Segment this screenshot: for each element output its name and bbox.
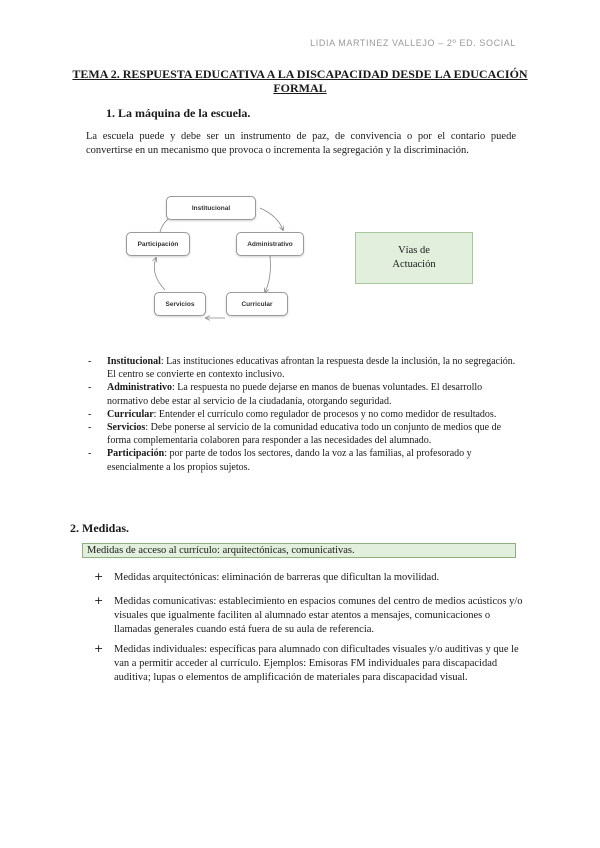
vias-box-line-2: Actuación [392,259,436,270]
arrow-institucional-administrativo [260,208,283,230]
medidas-acceso-highlight: Medidas de acceso al currículo: arquitectónicas, comunicativas. [82,543,516,558]
bullet-term: Institucional [107,356,161,367]
section-2-measures-list-2 [94,595,524,637]
diagram-node-institucional: Institucional [166,196,256,220]
dash-marker: - [88,408,92,420]
school-machine-diagram [120,190,310,330]
vias-box-line-1: Vías de [398,245,430,256]
diagram-node-participacion: Participación [126,232,190,256]
list-item [88,408,518,421]
dash-marker: - [88,422,92,434]
bullet-term: Servicios [107,422,146,434]
section-1-bullet-list [88,355,518,474]
bullet-text: : por parte de todos los sectores, dando la voz a las familias, al profesorado y esencialmente a los propios sujetos. [107,448,472,473]
bullet-term: Curricular [107,408,154,420]
section-2-measures-list [94,571,524,585]
bullet-term: Participación [107,448,165,460]
plus-icon: + [94,594,104,607]
dash-marker: - [88,382,92,394]
measure-text: Medidas individuales: específicas para alumnado con dificultades visuales y/o auditivas y que le van a permitir acceder al currículo. Ejemplos: Emisoras FM individuales para discapacidad auditiva; lupas o elementos de amplificación de materiales para discapacidad visual. [114,644,519,683]
section-1-paragraph: La escuela puede y debe ser un instrumento de paz, de convivencia o por el contario puede convertirse en un mecanismo que provoca o incrementa la segregación y la discriminación. [86,131,516,156]
bullet-text: : Las instituciones educativas afrontan la respuesta desde la inclusión, la no segregación. El centro se convierte en contexto inclusivo. [107,356,516,381]
plus-icon: + [94,642,104,655]
list-item [88,447,518,473]
list-item [94,595,524,637]
diagram-node-administrativo: Administrativo [236,232,304,256]
dash-marker: - [88,448,92,460]
bullet-term: Administrativo [107,382,172,394]
measure-text: Medidas arquitectónicas: eliminación de barreras que dificultan la movilidad. [114,572,440,583]
section-2-measures-list-3 [94,643,524,685]
list-item [88,421,518,447]
list-item [94,643,524,685]
section-1-heading: 1. La máquina de la escuela. [106,106,251,120]
arrow-administrativo-curricular [265,256,270,292]
page-title: TEMA 2. RESPUESTA EDUCATIVA A LA DISCAPACIDAD DESDE LA EDUCACIÓN FORMAL [72,67,528,95]
list-item [88,355,518,381]
bullet-text: : Debe ponerse al servicio de la comunidad educativa todo un conjunto de medios que de forma complementaria colaboren para responder a las necesidades del alumnado. [107,422,502,447]
vias-de-actuacion-box [355,232,473,284]
measure-text: Medidas comunicativas: establecimiento en espacios comunes del centro de medios acústicos y/o visuales que igualmente faciliten al alumnado estar atentos a mensajes, comunicaciones o llamadas generales cuando está fuera de su aula de referencia. [114,596,523,635]
list-item [94,571,524,585]
diagram-node-curricular: Curricular [226,292,288,316]
arrow-servicios-participacion [154,258,165,290]
bullet-text: : Entender el currículo como regulador de procesos y no como medidor de resultados. [153,408,497,420]
dash-marker: - [88,356,92,367]
bullet-text: : La respuesta no puede dejarse en manos de buenas voluntades. El desarrollo normativo debe estar al servicio de la ciudadanía, otorgando seguridad. [107,382,483,407]
diagram-node-servicios: Servicios [154,292,206,316]
page-header-author: LIDIA MARTINEZ VALLEJO – 2º ED. SOCIAL [310,38,516,48]
plus-icon: + [94,570,104,583]
list-item [88,381,518,407]
section-2-heading: 2. Medidas. [70,521,130,535]
